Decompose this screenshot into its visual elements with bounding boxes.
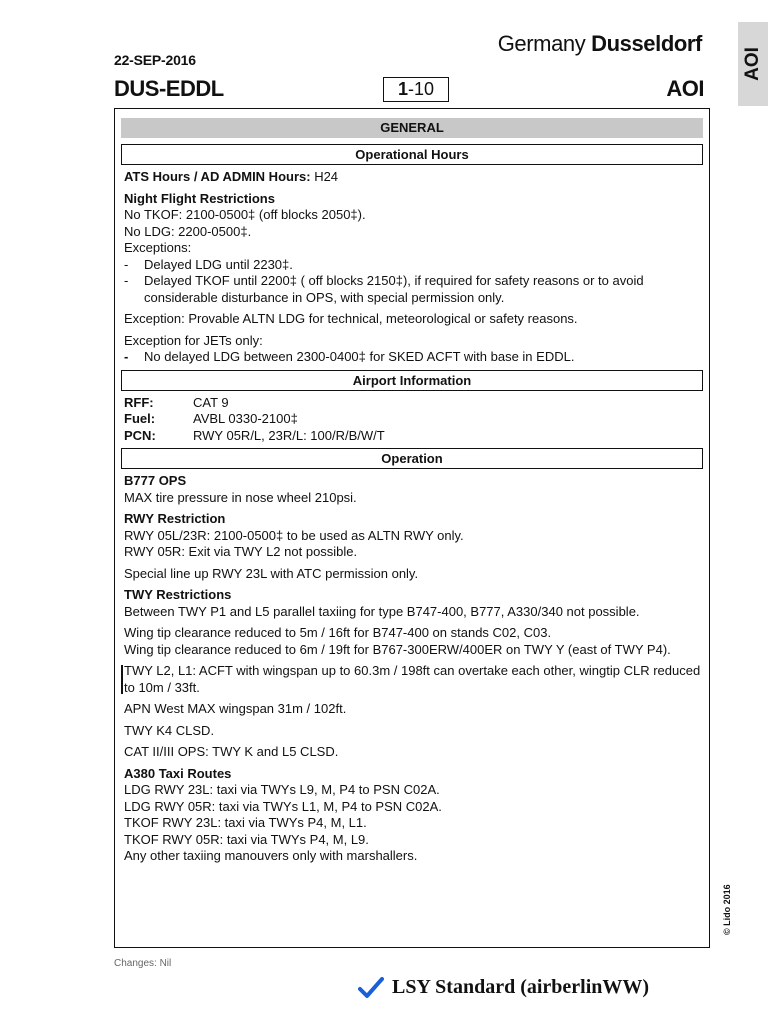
copyright-notice: © Lido 2016 (722, 884, 732, 935)
info-value: CAT 9 (193, 394, 229, 410)
page-number-major: 1 (397, 79, 408, 99)
twy-restriction-text: Wing tip clearance reduced to 6m / 19ft for B767-300ERW/400ER on TWY Y (east of TWY P4). (124, 641, 671, 657)
exceptions-label: Exceptions: (124, 240, 192, 255)
operational-hours-heading: Operational Hours (121, 144, 703, 165)
airport-code: DUS-EDDL (114, 76, 224, 101)
page-number (383, 77, 449, 102)
b777-text: MAX tire pressure in nose wheel 210psi. (124, 489, 357, 505)
changes-note: Changes: Nil (114, 958, 172, 969)
page-title (498, 31, 702, 57)
list-item-text: Delayed LDG until 2230‡. (144, 256, 293, 272)
content-frame (114, 108, 710, 948)
rwy-restriction-text: RWY 05L/23R: 2100-0500‡ to be used as ALTN RWY only. (124, 527, 464, 543)
side-tab-label: AOI (742, 47, 763, 81)
chart-date: 22-SEP-2016 (114, 52, 196, 68)
ats-hours-value: H24 (310, 169, 339, 184)
no-tkof-text: No TKOF: 2100-0500‡ (off blocks 2050‡). (124, 207, 366, 222)
content-body (121, 118, 703, 865)
twy-restriction-text: APN West MAX wingspan 31m / 102ft. (124, 701, 347, 716)
night-flight-title: Night Flight Restrictions (124, 190, 275, 206)
twy-restrictions-title: TWY Restrictions (124, 587, 232, 602)
info-value: AVBL 0330-2100‡ (193, 411, 298, 426)
no-ldg-text: No LDG: 2200-0500‡. (124, 223, 252, 239)
check-icon (358, 977, 384, 999)
rwy-restriction-text: RWY 05R: Exit via TWY L2 not possible. (124, 544, 358, 559)
airport-information-heading: Airport Information (121, 370, 703, 391)
a380-route: TKOF RWY 05R: taxi via TWYs P4, M, L9. (124, 831, 369, 847)
b777-title: B777 OPS (124, 473, 187, 488)
a380-route: LDG RWY 23L: taxi via TWYs L9, M, P4 to PSN C02A. (124, 782, 440, 797)
rwy-restriction-text: Special line up RWY 23L with ATC permission only. (124, 565, 419, 581)
twy-restriction-text: TWY K4 CLSD. (124, 722, 215, 738)
page-number-minor: -10 (408, 79, 435, 99)
twy-restriction-text: CAT II/III OPS: TWY K and L5 CLSD. (124, 744, 339, 759)
country-name: Germany (497, 31, 586, 56)
list-item-text: No delayed LDG between 2300-0400‡ for SKED ACFT with base in EDDL. (144, 349, 575, 364)
info-row (124, 395, 703, 412)
general-heading: GENERAL (121, 118, 703, 138)
info-key: RFF: (124, 394, 154, 410)
list-item (124, 273, 703, 306)
twy-restriction-text: Wing tip clearance reduced to 5m / 16ft for B747-400 on stands C02, C03. (124, 625, 552, 640)
a380-route: Any other taxiing manouvers only with marshallers. (124, 848, 418, 863)
a380-route: LDG RWY 05R: taxi via TWYs L1, M, P4 to PSN C02A. (124, 798, 442, 814)
section-code: AOI (666, 76, 704, 101)
bullet-dash: - (124, 349, 129, 364)
section-side-tab[interactable] (738, 22, 768, 106)
city-name: Dusseldorf (591, 31, 702, 56)
standard-label (358, 976, 649, 999)
bullet-dash: - (124, 256, 129, 272)
twy-restriction-text: Between TWY P1 and L5 parallel taxiing for type B747-400, B777, A330/340 not possible. (124, 603, 640, 619)
info-key: PCN: (124, 427, 156, 443)
rwy-restriction-title: RWY Restriction (124, 511, 226, 526)
standard-text: LSY Standard (airberlinWW) (392, 976, 650, 998)
list-item-text: Delayed TKOF until 2200‡ ( off blocks 2150‡), if required for safety reasons or to avoid considerable disturbance in OPS, with special permission only. (144, 273, 644, 305)
bullet-dash: - (124, 273, 129, 288)
ats-hours-label: ATS Hours / AD ADMIN Hours: (124, 169, 311, 184)
info-row (124, 428, 703, 445)
list-item (124, 257, 703, 274)
info-value: RWY 05R/L, 23R/L: 100/R/B/W/T (193, 427, 385, 443)
info-key: Fuel: (124, 411, 156, 426)
exception-altn-text: Exception: Provable ALTN LDG for technical, meteorological or safety reasons. (124, 311, 578, 326)
operation-heading: Operation (121, 448, 703, 469)
twy-restriction-text: TWY L2, L1: ACFT with wingspan up to 60.3m / 198ft can overtake each other, wingtip CLR reduced to 10m / 33ft. (124, 663, 703, 696)
exception-jets-label: Exception for JETs only: (124, 332, 263, 348)
ats-hours (124, 169, 703, 186)
list-item (124, 349, 703, 366)
a380-route: TKOF RWY 23L: taxi via TWYs P4, M, L1. (124, 815, 367, 830)
a380-title: A380 Taxi Routes (124, 765, 232, 781)
info-row (124, 411, 703, 428)
